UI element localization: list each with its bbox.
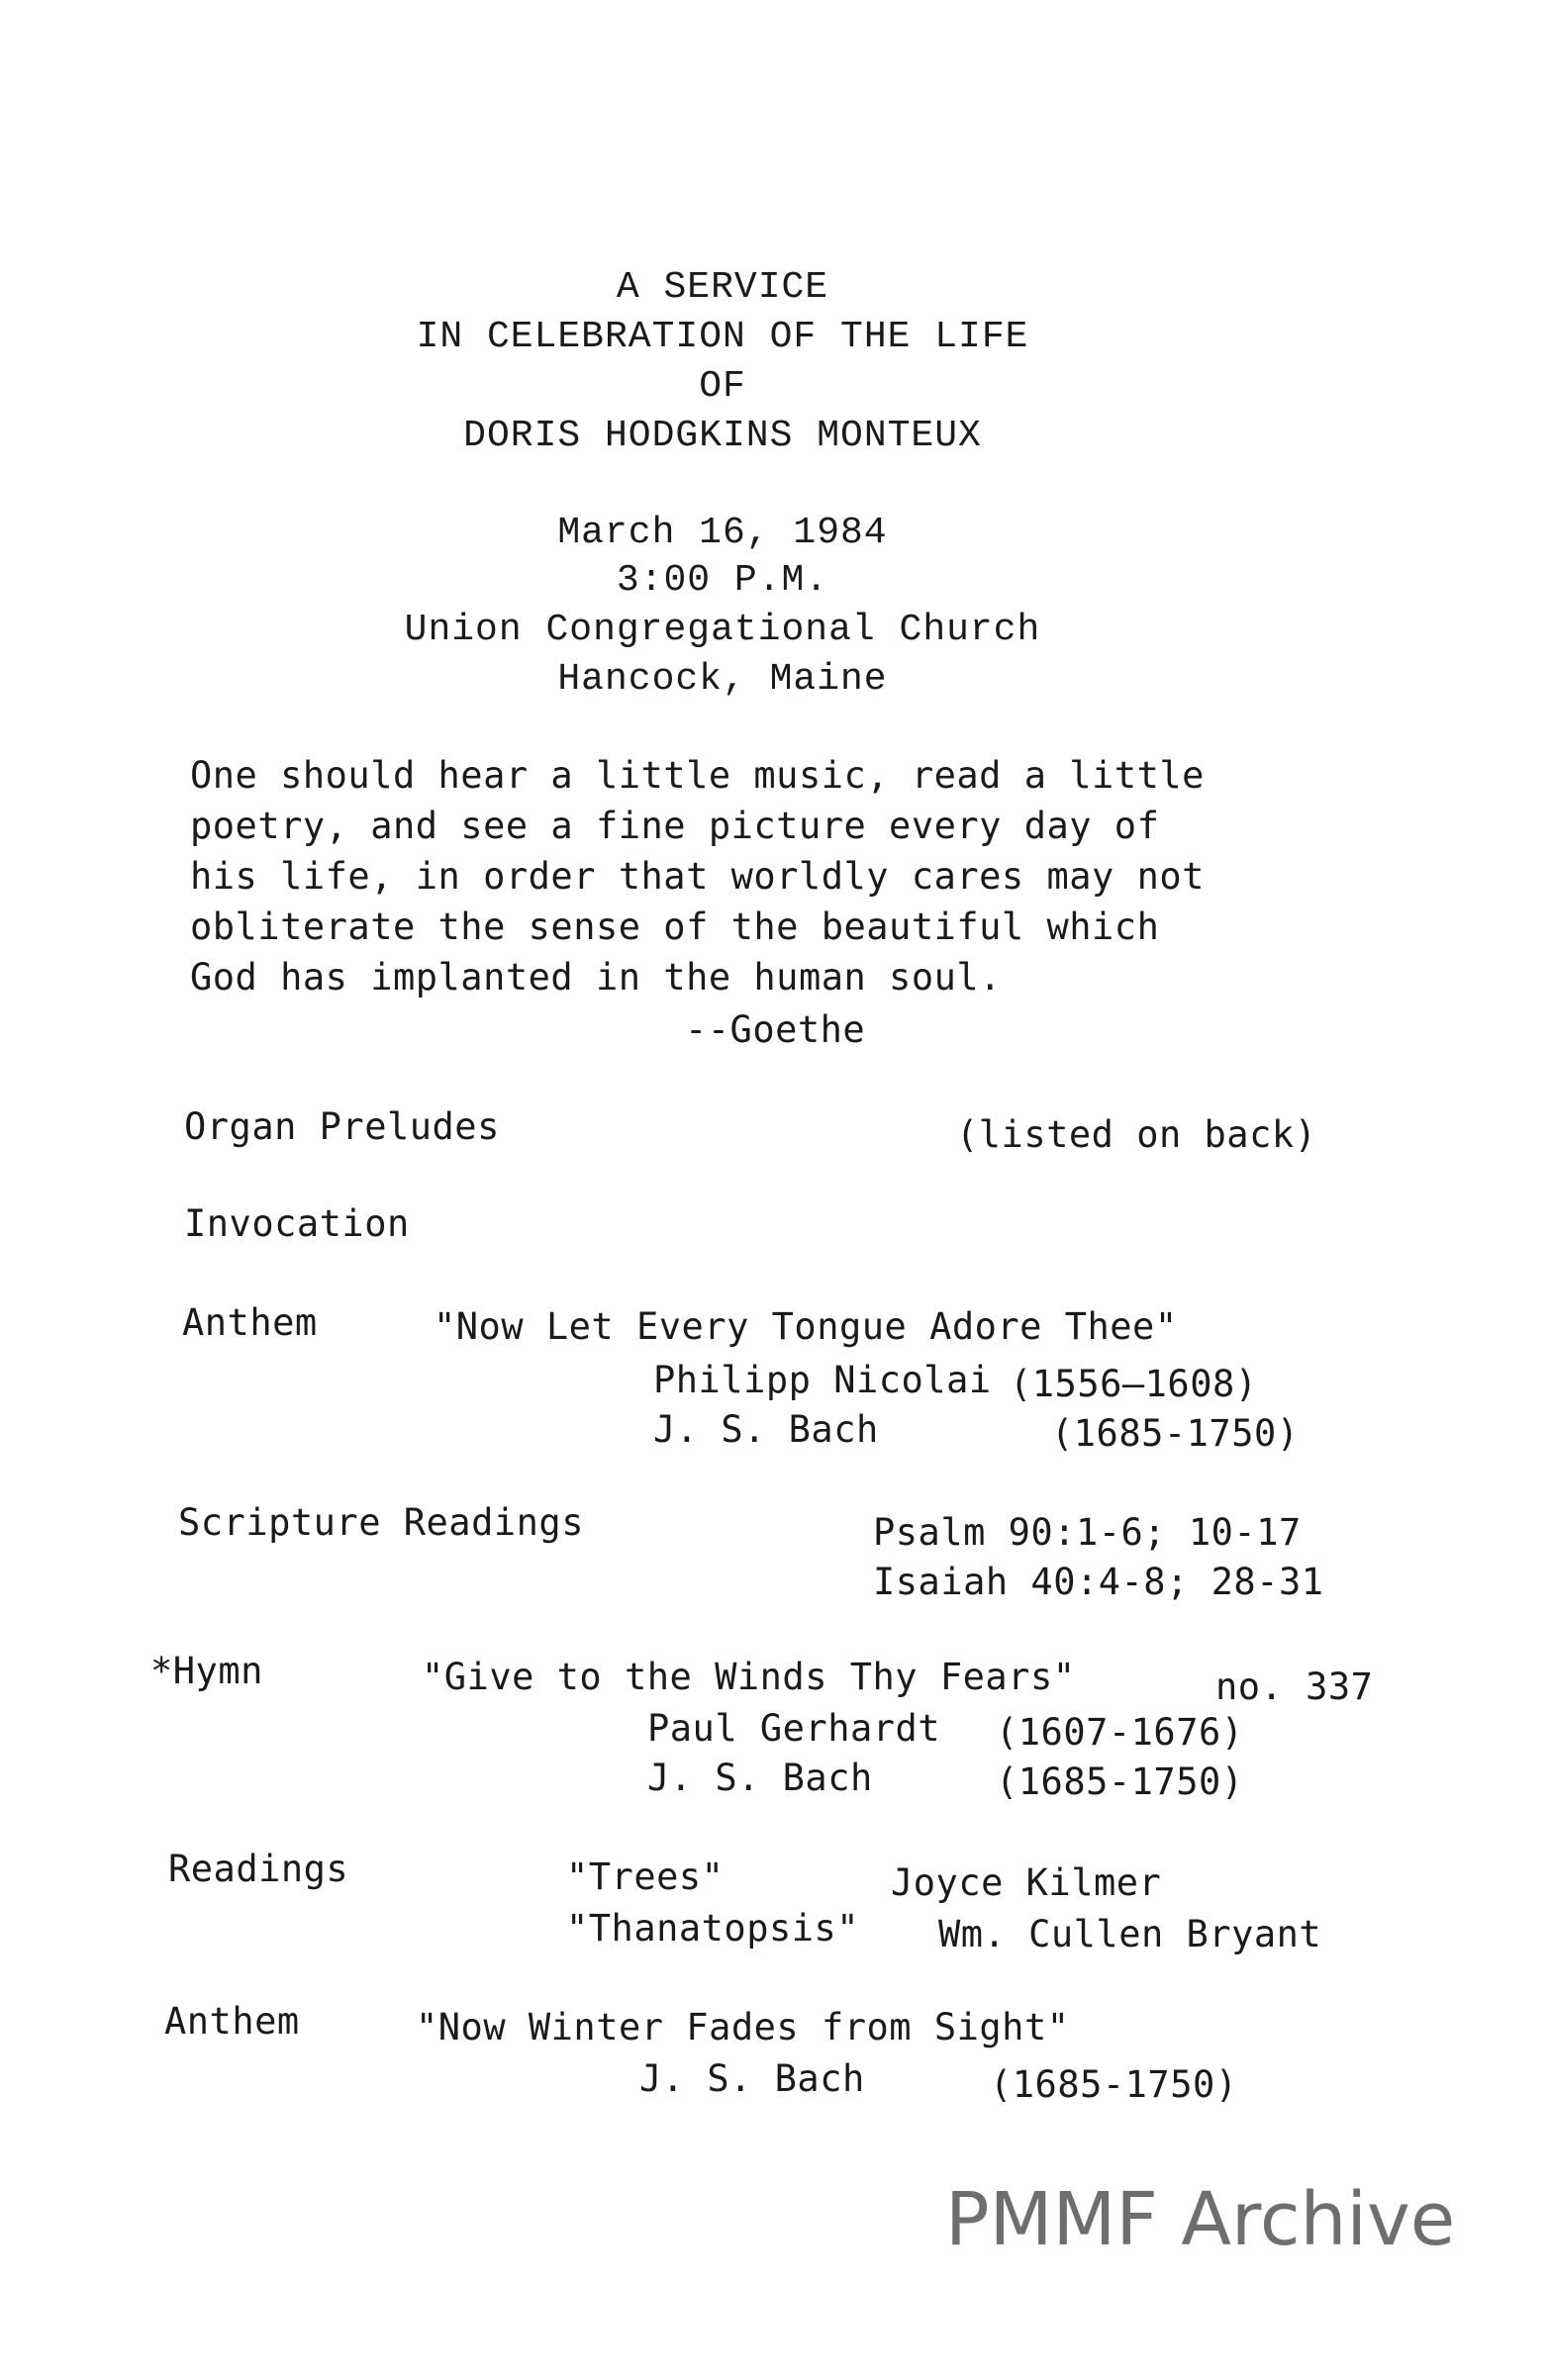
event-date: March 16, 1984: [557, 512, 888, 554]
hymn-label: *Hymn: [150, 1650, 263, 1692]
scripture-label: Scripture Readings: [178, 1501, 584, 1544]
hymn-credit-name: Paul Gerhardt: [647, 1707, 941, 1750]
anthem-label: Anthem: [164, 2000, 300, 2043]
anthem-title: "Now Winter Fades from Sight": [416, 2006, 1070, 2048]
hymn-number: no. 337: [1215, 1666, 1374, 1708]
anthem-composer-name: J. S. Bach: [639, 2057, 865, 2100]
scripture-ref: Psalm 90:1-6; 10-17: [873, 1511, 1302, 1554]
hymn-title: "Give to the Winds Thy Fears": [422, 1656, 1076, 1698]
header-line-service: A SERVICE: [616, 266, 829, 309]
quote-line: his life, in order that worldly cares may not: [190, 855, 1205, 898]
anthem-composer-years: (1685-1750): [1051, 1412, 1300, 1455]
anthem-composer-name: J. S. Bach: [653, 1408, 879, 1451]
organ-preludes-label: Organ Preludes: [184, 1105, 500, 1148]
quote-attribution: --Goethe: [685, 1008, 866, 1051]
reading-author: Joyce Kilmer: [891, 1861, 1162, 1904]
anthem-composer-name: Philipp Nicolai: [653, 1359, 992, 1401]
quote-line: poetry, and see a fine picture every day of: [190, 805, 1160, 847]
organ-preludes-note: (listed on back): [956, 1113, 1317, 1156]
event-place: Hancock, Maine: [557, 658, 888, 701]
readings-label: Readings: [168, 1848, 349, 1890]
hymn-credit-name: J. S. Bach: [647, 1757, 873, 1799]
anthem-label: Anthem: [182, 1301, 318, 1344]
quote-line: obliterate the sense of the beautiful which: [190, 905, 1160, 948]
reading-title: "Thanatopsis": [566, 1907, 860, 1950]
anthem-title: "Now Let Every Tongue Adore Thee": [434, 1305, 1178, 1348]
invocation-label: Invocation: [184, 1202, 410, 1245]
reading-title: "Trees": [566, 1856, 725, 1898]
anthem-composer-years: (1556–1608): [1010, 1363, 1258, 1405]
quote-line: One should hear a little music, read a little: [190, 754, 1205, 797]
header-line-name: DORIS HODGKINS MONTEUX: [463, 415, 982, 457]
anthem-composer-years: (1685-1750): [990, 2063, 1238, 2106]
hymn-credit-years: (1607-1676): [996, 1711, 1244, 1754]
event-venue: Union Congregational Church: [404, 609, 1041, 651]
reading-author: Wm. Cullen Bryant: [938, 1913, 1322, 1955]
scripture-ref: Isaiah 40:4-8; 28-31: [873, 1561, 1324, 1603]
quote-line: God has implanted in the human soul.: [190, 956, 1002, 999]
event-time: 3:00 P.M.: [616, 559, 829, 602]
archive-watermark: PMMF Archive: [945, 2177, 1456, 2262]
header-line-of: OF: [699, 365, 746, 408]
header-line-celebration: IN CELEBRATION OF THE LIFE: [416, 316, 1029, 358]
hymn-credit-years: (1685-1750): [996, 1761, 1244, 1803]
